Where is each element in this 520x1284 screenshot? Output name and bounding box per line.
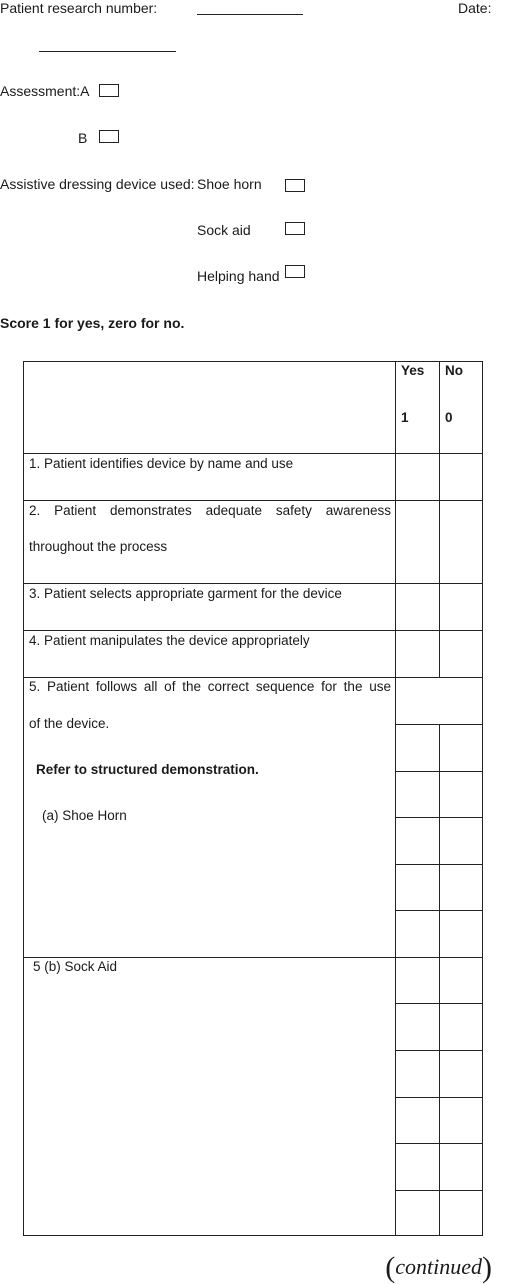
criterion-2-text-line2: throughout the process — [29, 539, 168, 554]
yes-score-value: 1 — [401, 410, 409, 425]
device-used-label: Assistive dressing device used: — [0, 176, 195, 192]
score-instruction: Score 1 for yes, zero for no. — [0, 315, 185, 331]
assessment-label: Assessment:A — [0, 83, 90, 99]
assessment-option-a-label: A — [80, 83, 90, 99]
criterion-5-text-line2: of the device. — [29, 716, 110, 731]
date-label: Date: — [458, 0, 492, 16]
structured-demonstration-note: Refer to structured demonstration. — [36, 762, 259, 777]
no-column-header: No — [445, 363, 463, 378]
device-shoe-horn-label: Shoe horn — [197, 176, 262, 192]
criterion-1-text: 1. Patient identifies device by name and use — [29, 456, 294, 471]
sub-item-sock-aid: 5 (b) Sock Aid — [33, 959, 118, 974]
assessment-option-b-label: B — [78, 130, 88, 146]
yes-column-header: Yes — [401, 363, 425, 378]
continued-note: (continued) — [385, 1251, 492, 1284]
criterion-5-text-line1: 5. Patient follows all of the correct sequence for the use — [29, 679, 391, 694]
criterion-3-text: 3. Patient selects appropriate garment for the device — [29, 586, 342, 601]
criterion-2-text-line1: 2. Patient demonstrates adequate safety awareness — [29, 503, 391, 518]
device-sock-aid-label: Sock aid — [197, 222, 251, 238]
criterion-4-text: 4. Patient manipulates the device appropriately — [29, 633, 310, 648]
no-score-value: 0 — [445, 410, 453, 425]
sub-item-shoe-horn: (a) Shoe Horn — [42, 808, 127, 823]
research-number-label: Patient research number: — [0, 0, 158, 16]
device-helping-hand-label: Helping hand — [197, 268, 280, 284]
